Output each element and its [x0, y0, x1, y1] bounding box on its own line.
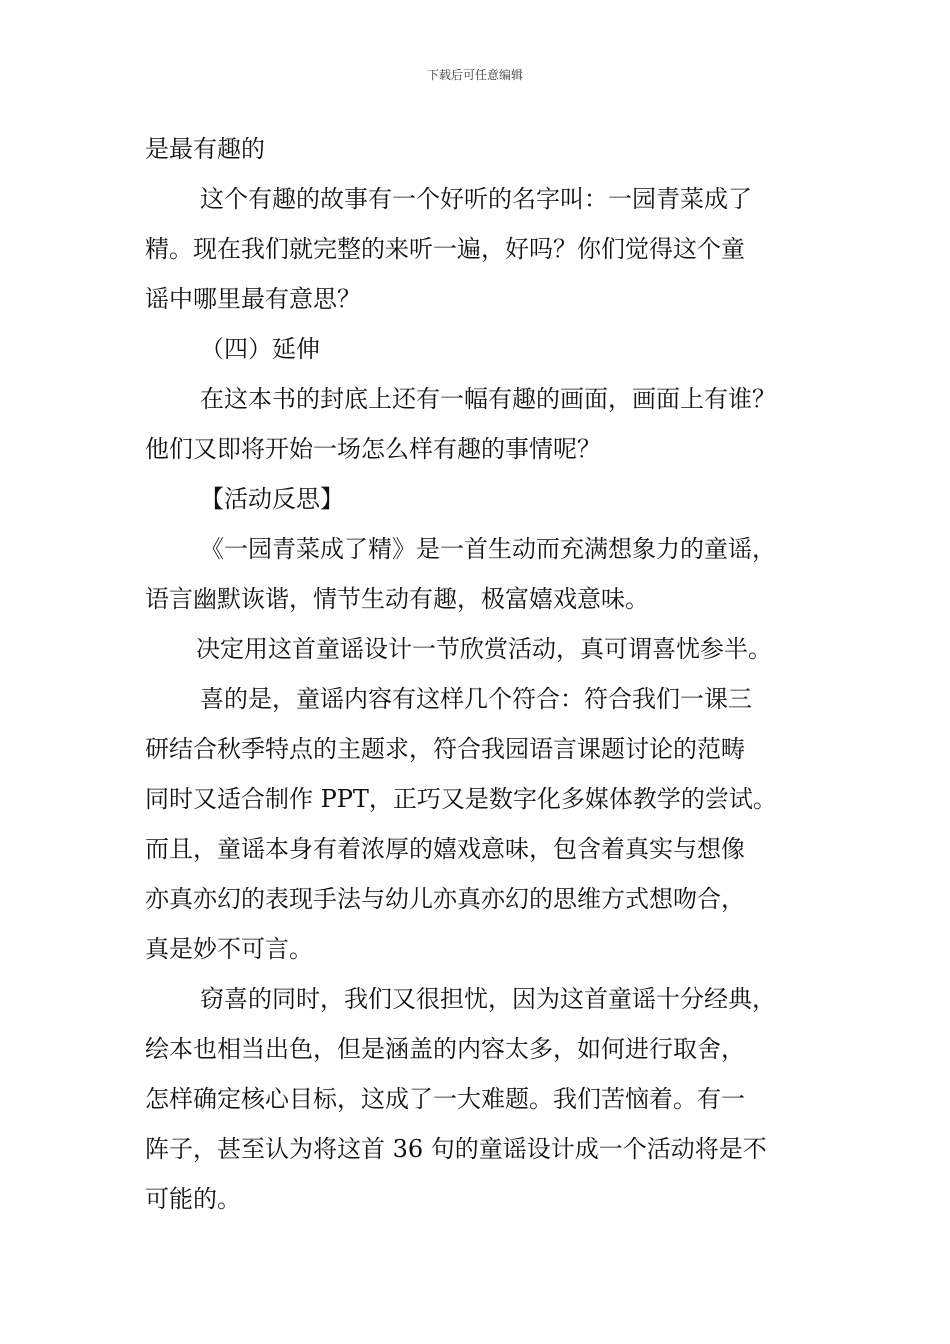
text-line: 喜的是，童谣内容有这样几个符合：符合我们一课三	[200, 685, 752, 713]
text-line: 而且，童谣本身有着浓厚的嬉戏意味，包含着真实与想像	[145, 835, 745, 863]
text-line: 阵子，甚至认为将这首 36 句的童谣设计成一个活动将是不	[145, 1135, 767, 1163]
text-line: 是最有趣的	[145, 135, 265, 163]
text-line: 绘本也相当出色，但是涵盖的内容太多，如何进行取舍，	[145, 1035, 745, 1063]
text-line: 《一园青菜成了精》是一首生动而充满想象力的童谣，	[200, 535, 776, 563]
text-line: 怎样确定核心目标，这成了一大难题。我们苦恼着。有一	[145, 1085, 745, 1113]
page-header: 下载后可任意编辑	[426, 68, 523, 82]
section-heading: （四）延伸	[200, 335, 320, 363]
section-heading: 【活动反思】	[200, 485, 344, 513]
text-line: 亦真亦幻的表现手法与幼儿亦真亦幻的思维方式想吻合，	[145, 885, 745, 913]
text-line: 窃喜的同时，我们又很担忧，因为这首童谣十分经典，	[200, 985, 776, 1013]
text-line: 研结合秋季特点的主题求，符合我园语言课题讨论的范畴	[145, 735, 745, 763]
text-line: 语言幽默诙谐，情节生动有趣，极富嬉戏意味。	[145, 585, 649, 613]
text-line: 在这本书的封底上还有一幅有趣的画面，画面上有谁？	[200, 385, 776, 413]
text-line: 谣中哪里最有意思？	[145, 285, 361, 313]
text-line: 真是妙不可言。	[145, 935, 313, 963]
text-line: 同时又适合制作 PPT，正巧又是数字化多媒体教学的尝试。	[145, 785, 777, 813]
text-line: 精。现在我们就完整的来听一遍，好吗？你们觉得这个童	[145, 235, 745, 263]
text-line: 这个有趣的故事有一个好听的名字叫：一园青菜成了	[200, 185, 752, 213]
text-line: 他们又即将开始一场怎么样有趣的事情呢？	[145, 435, 601, 463]
text-line: 可能的。	[145, 1185, 241, 1213]
text-line: 决定用这首童谣设计一节欣赏活动，真可谓喜忧参半。	[196, 635, 772, 663]
